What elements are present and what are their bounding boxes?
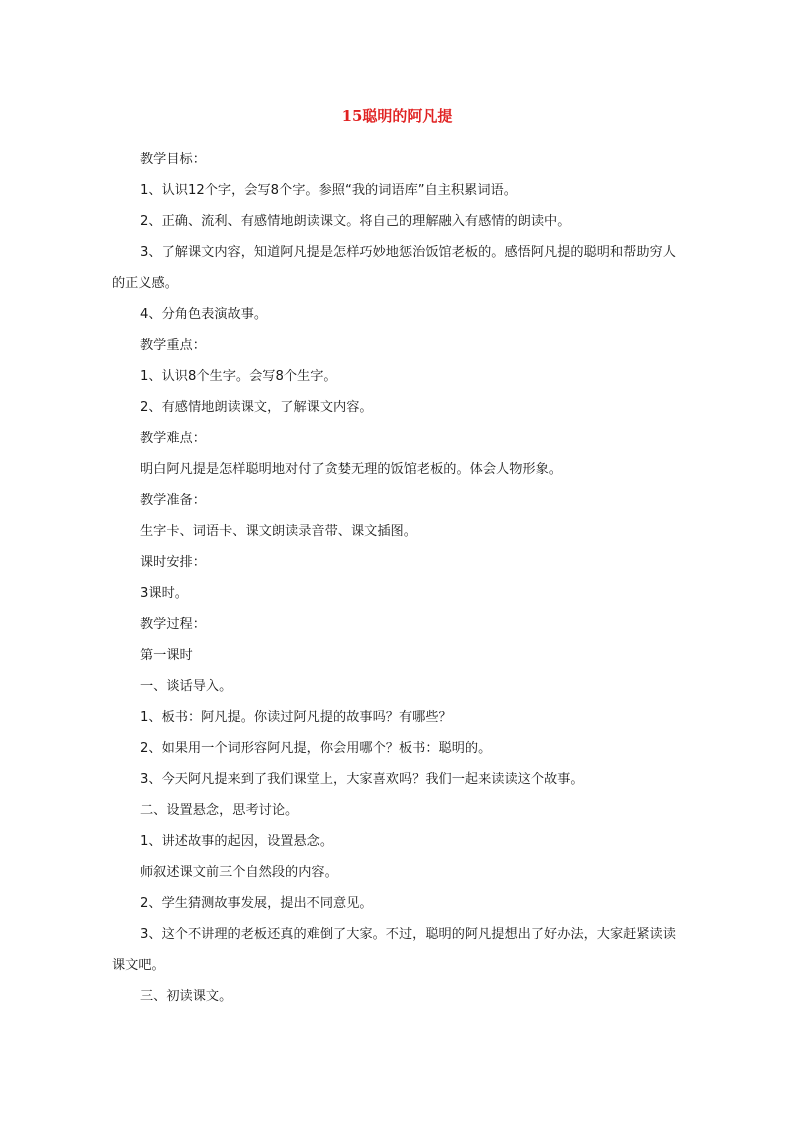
key-point-item: 2、有感情地朗读课文，了解课文内容。 — [140, 400, 373, 415]
section-heading-key-points: 教学重点： — [140, 338, 206, 353]
objective-item: 3、了解课文内容，知道阿凡提是怎样巧妙地惩治饭馆老板的。感悟阿凡提的聪明和帮助穷人的正义感。 — [112, 245, 676, 291]
objective-item: 4、分角色表演故事。 — [140, 307, 268, 322]
step-heading: 三、初读课文。 — [140, 989, 233, 1004]
objective-item: 1、认识12个字，会写8个字。参照“我的词语库”自主积累词语。 — [140, 183, 517, 198]
step-item: 3、今天阿凡提来到了我们课堂上，大家喜欢吗？我们一起来读读这个故事。 — [140, 772, 584, 787]
step-heading: 二、设置悬念，思考讨论。 — [140, 803, 299, 818]
step-item: 1、板书：阿凡提。你读过阿凡提的故事吗？有哪些？ — [140, 710, 452, 725]
objective-item: 2、正确、流利、有感情地朗读课文。将自己的理解融入有感情的朗读中。 — [140, 214, 571, 229]
difficulty-item: 明白阿凡提是怎样聪明地对付了贪婪无理的饭馆老板的。体会人物形象。 — [140, 462, 562, 477]
lesson-heading: 第一课时 — [140, 648, 193, 663]
key-point-item: 1、认识8个生字。会写8个生字。 — [140, 369, 337, 384]
preparation-item: 生字卡、词语卡、课文朗读录音带、课文插图。 — [140, 524, 417, 539]
step-item: 1、讲述故事的起因，设置悬念。 — [140, 834, 334, 849]
step-item: 3、这个不讲理的老板还真的难倒了大家。不过，聪明的阿凡提想出了好办法，大家赶紧读读课文吧。 — [112, 927, 676, 973]
step-item: 师叙述课文前三个自然段的内容。 — [140, 865, 338, 880]
section-heading-difficulties: 教学难点： — [140, 431, 206, 446]
section-heading-process: 教学过程： — [140, 617, 206, 632]
step-item: 2、学生猜测故事发展，提出不同意见。 — [140, 896, 373, 911]
section-heading-objectives: 教学目标： — [140, 152, 206, 167]
step-heading: 一、谈话导入。 — [140, 679, 233, 694]
step-item: 2、如果用一个词形容阿凡提，你会用哪个？板书：聪明的。 — [140, 741, 492, 756]
document-title: 15聪明的阿凡提 — [341, 107, 453, 125]
schedule-item: 3课时。 — [140, 586, 188, 601]
section-heading-schedule: 课时安排： — [140, 555, 206, 570]
document-body — [112, 144, 682, 1012]
section-heading-preparation: 教学准备： — [140, 493, 206, 508]
